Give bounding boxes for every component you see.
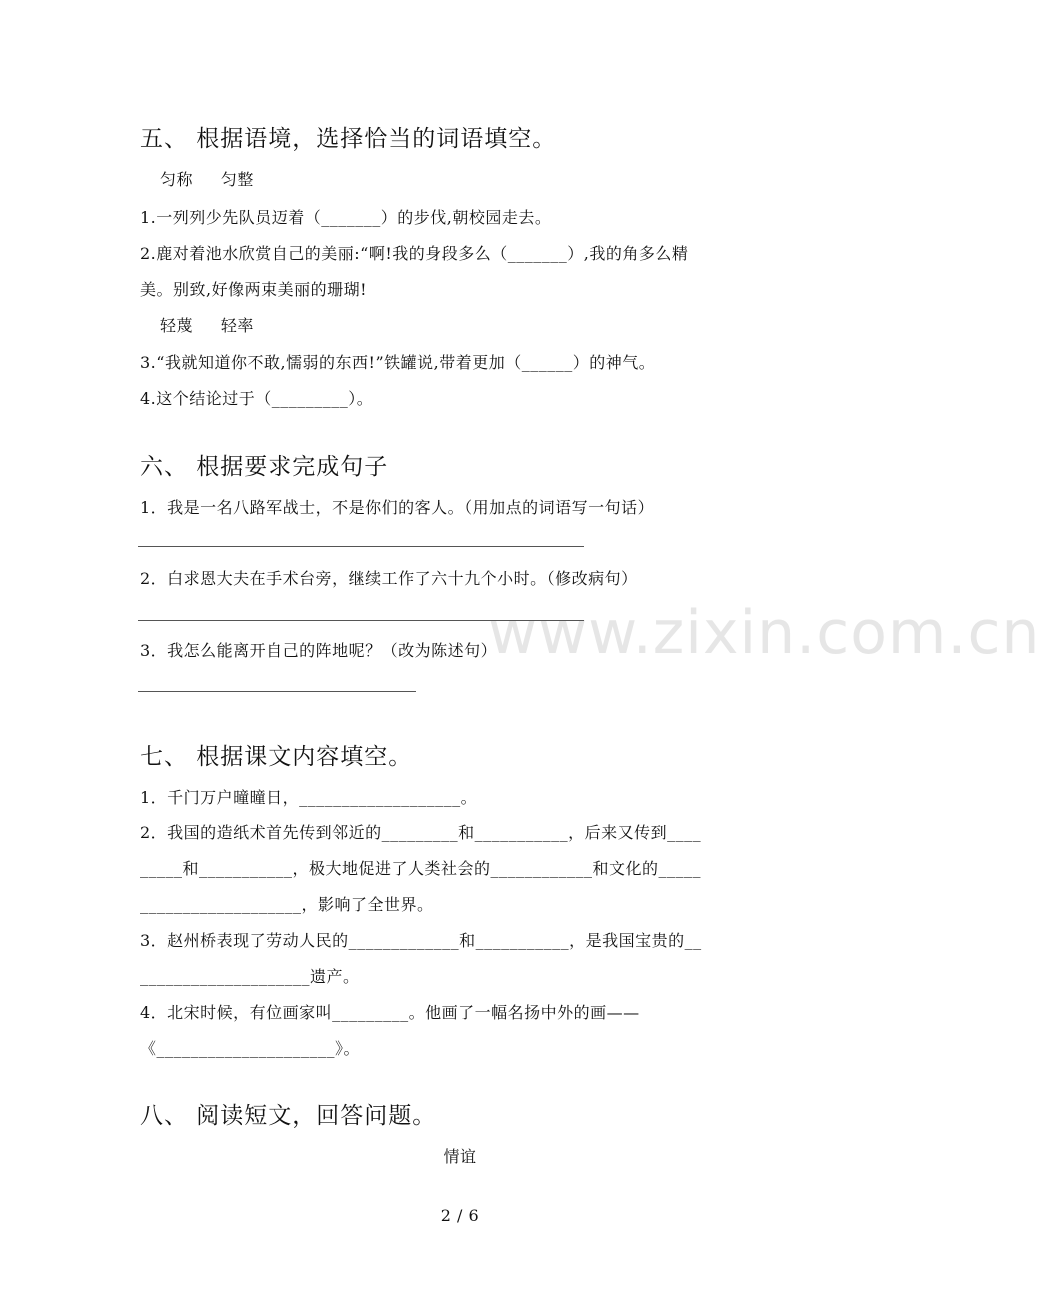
s7-line-2c: ___________________，影响了全世界。 — [140, 895, 434, 914]
story-title: 情谊 — [443, 1147, 477, 1166]
answer-line-1[interactable] — [138, 546, 584, 547]
answer-line-2[interactable] — [138, 620, 584, 621]
section-6-heading: 六、 根据要求完成句子 — [140, 454, 389, 480]
word-options-1: 匀称 匀整 — [160, 170, 254, 189]
s7-line-2b: _____和___________，极大地促进了人类社会的____________和文化的_____ — [140, 859, 702, 878]
s7-line-4: 4．北宋时候，有位画家叫_________。他画了一幅名扬中外的画—— — [140, 1003, 640, 1022]
watermark: www.zixin.com.cn — [488, 598, 1040, 668]
word-options-2: 轻蔑 轻率 — [160, 316, 254, 335]
page-number: 2 / 6 — [440, 1206, 480, 1225]
s5-line-2: 2.鹿对着池水欣赏自己的美丽:“啊!我的身段多么（_______）,我的角多么精 — [140, 244, 689, 263]
section-8-heading: 八、 阅读短文，回答问题。 — [140, 1103, 437, 1129]
s7-line-4b: 《_____________________》。 — [140, 1039, 361, 1058]
s7-line-1: 1．千门万户曈曈日，___________________。 — [140, 788, 478, 807]
s5-line-3: 3.“我就知道你不敢,懦弱的东西!”铁罐说,带着更加（______）的神气。 — [140, 353, 656, 372]
s5-line-1: 1.一列列少先队员迈着（_______）的步伐,朝校园走去。 — [140, 208, 552, 227]
answer-line-3[interactable] — [138, 691, 416, 692]
s5-line-4: 4.这个结论过于（_________）。 — [140, 389, 374, 408]
s7-line-2: 2．我国的造纸术首先传到邻近的_________和___________，后来又传到____ — [140, 823, 702, 842]
s6-question-1: 1．我是一名八路军战士，不是你们的客人。（用加点的词语写一句话） — [140, 498, 655, 517]
s7-line-3b: ____________________遗产。 — [140, 967, 360, 986]
s6-question-3: 3．我怎么能离开自己的阵地呢？（改为陈述句） — [140, 641, 498, 660]
s6-question-2: 2．白求恩大夫在手术台旁，继续工作了六十九个小时。（修改病句） — [140, 569, 638, 588]
section-7-heading: 七、 根据课文内容填空。 — [140, 744, 413, 770]
section-5-heading: 五、 根据语境，选择恰当的词语填空。 — [140, 126, 557, 152]
s5-line-2b: 美。别致,好像两束美丽的珊瑚! — [140, 280, 368, 299]
s7-line-3: 3．赵州桥表现了劳动人民的_____________和___________，是我国宝贵的__ — [140, 931, 702, 950]
